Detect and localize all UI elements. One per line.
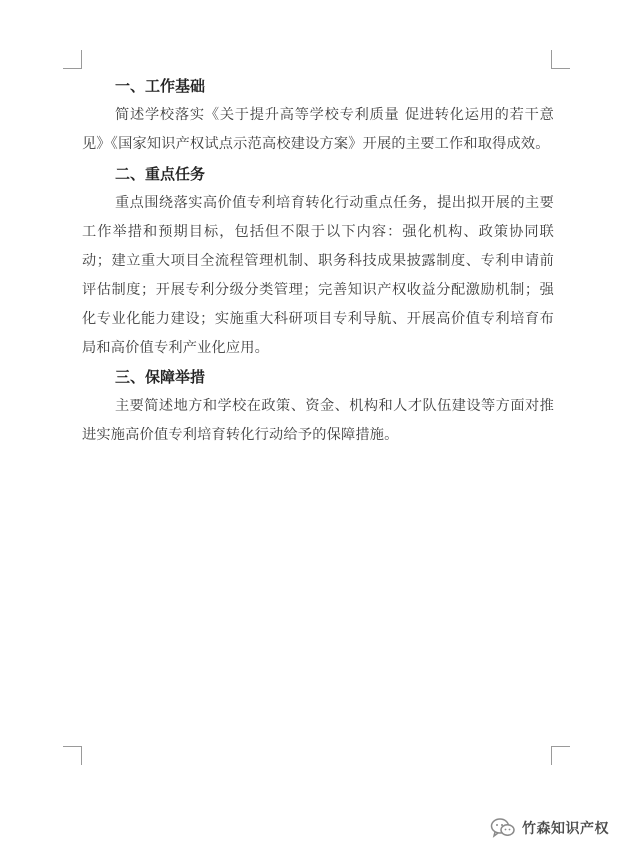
watermark-text: 竹森知识产权 — [522, 821, 609, 837]
section-heading-safeguards: 三、保障举措 — [115, 368, 206, 386]
wechat-icon — [490, 817, 516, 839]
margin-corner-top-right — [551, 50, 570, 69]
section-paragraph-work-basis: 简述学校落实《关于提升高等学校专利质量 促进转化运用的若干意见》《国家知识产权试点示范高校建设方案》开展的主要工作和取得成效。 — [82, 107, 554, 152]
section-heading-key-tasks: 二、重点任务 — [115, 165, 206, 183]
margin-corner-bottom-right — [551, 746, 570, 765]
section-paragraph-key-tasks: 重点围绕落实高价值专利培育转化行动重点任务，提出拟开展的主要工作举措和预期目标，包括但不限于以下内容：强化机构、政策协同联动；建立重大项目全流程管理机制、职务科技成果披露制度、专利申请前评估制度；开展专利分级分类管理；完善知识产权收益分配激励机制；强化专业化能力建设；实施重大科研项目专利导航、开展高价值专利培育布局和高价值专利产业化应用。 — [82, 195, 554, 356]
margin-corner-top-left — [63, 50, 82, 69]
section-paragraph-safeguards: 主要简述地方和学校在政策、资金、机构和人才队伍建设等方面对推进实施高价值专利培育转化行动给予的保障措施。 — [82, 398, 554, 443]
section-heading-work-basis: 一、工作基础 — [115, 77, 206, 95]
watermark — [490, 817, 609, 839]
margin-corner-bottom-left — [63, 746, 82, 765]
document-body — [82, 72, 554, 450]
